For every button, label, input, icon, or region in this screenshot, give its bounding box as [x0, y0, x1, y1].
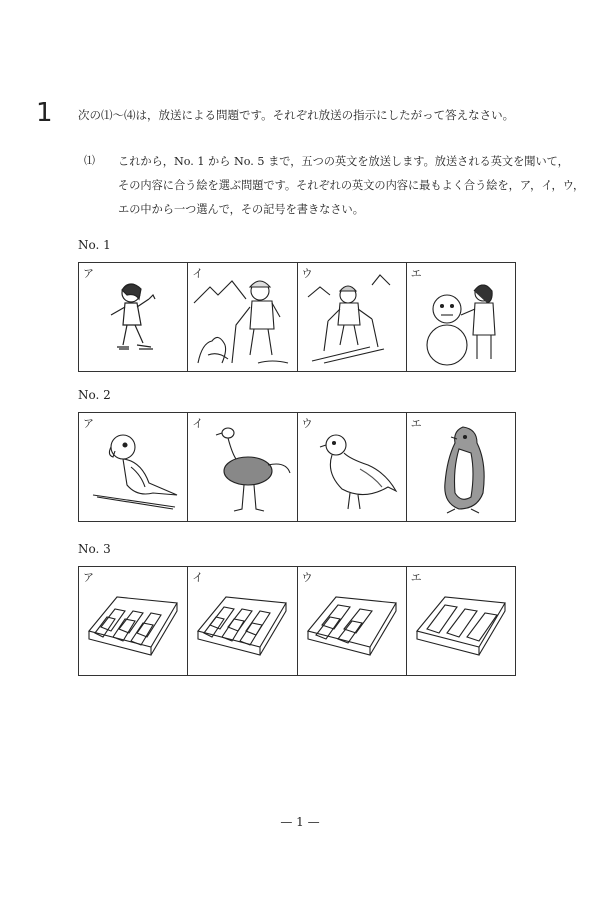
choice-letter: ア: [83, 417, 94, 430]
sub-question-label: ⑴: [84, 154, 95, 167]
penguin-illustration: [407, 413, 515, 521]
question-label-no2: No. 2: [78, 388, 111, 402]
choice-b-hiking[interactable]: [188, 263, 297, 371]
question-instructions: 次の⑴〜⑷は，放送による問題です。それぞれ放送の指示にしたがって答えなさい。: [78, 108, 515, 122]
girl-with-snowman-illustration: [407, 263, 515, 371]
choice-b-six-pieces-alt[interactable]: [188, 567, 297, 675]
choice-b-ostrich[interactable]: [188, 413, 297, 521]
sub-question-text: [118, 150, 585, 222]
choice-a-ice-skating[interactable]: [79, 263, 188, 371]
choice-letter: イ: [192, 571, 204, 584]
sub-question-line: これから，No. 1 から No. 5 まで，五つの英文を放送します。放送される英文を聞いて，: [118, 155, 569, 168]
choice-letter: ア: [83, 571, 94, 584]
box-four-pieces-illustration: [298, 567, 406, 675]
question-label-no1: No. 1: [78, 238, 111, 252]
choice-c-pigeon[interactable]: [298, 413, 407, 521]
sub-question-line: その内容に合う絵を選ぶ問題です。それぞれの英文の内容に最もよく合う絵を，ア，イ，ウ，: [118, 179, 585, 192]
question-label-no3: No. 3: [78, 542, 111, 556]
ostrich-illustration: [188, 413, 296, 521]
choice-letter: ウ: [301, 571, 313, 584]
choice-row-no1: [78, 262, 516, 372]
box-six-pieces-alt-illustration: [188, 567, 296, 675]
choice-d-penguin[interactable]: [407, 413, 515, 521]
hiker-mountain-illustration: [188, 263, 296, 371]
skier-illustration: [298, 263, 406, 371]
choice-letter: エ: [410, 417, 422, 430]
choice-c-skiing[interactable]: [298, 263, 407, 371]
choice-c-four-pieces[interactable]: [298, 567, 407, 675]
choice-d-three-pieces[interactable]: [407, 567, 515, 675]
choice-row-no2: [78, 412, 516, 522]
choice-letter: ア: [83, 267, 94, 280]
parrot-illustration: [79, 413, 187, 521]
page-number: — 1 —: [280, 815, 320, 829]
girl-ice-skating-illustration: [79, 263, 187, 371]
box-three-pieces-illustration: [407, 567, 515, 675]
box-six-pieces-illustration: [79, 567, 187, 675]
choice-letter: エ: [410, 571, 422, 584]
question-number: 1: [36, 98, 53, 128]
choice-a-six-pieces[interactable]: [79, 567, 188, 675]
choice-letter: エ: [410, 267, 422, 280]
choice-letter: ウ: [301, 417, 313, 430]
sub-question-line: エの中から一つ選んで，その記号を書きなさい。: [118, 203, 364, 216]
choice-letter: イ: [192, 267, 204, 280]
choice-d-snowman[interactable]: [407, 263, 515, 371]
choice-letter: ウ: [301, 267, 313, 280]
choice-row-no3: [78, 566, 516, 676]
choice-a-parrot[interactable]: [79, 413, 188, 521]
choice-letter: イ: [192, 417, 204, 430]
pigeon-illustration: [298, 413, 406, 521]
